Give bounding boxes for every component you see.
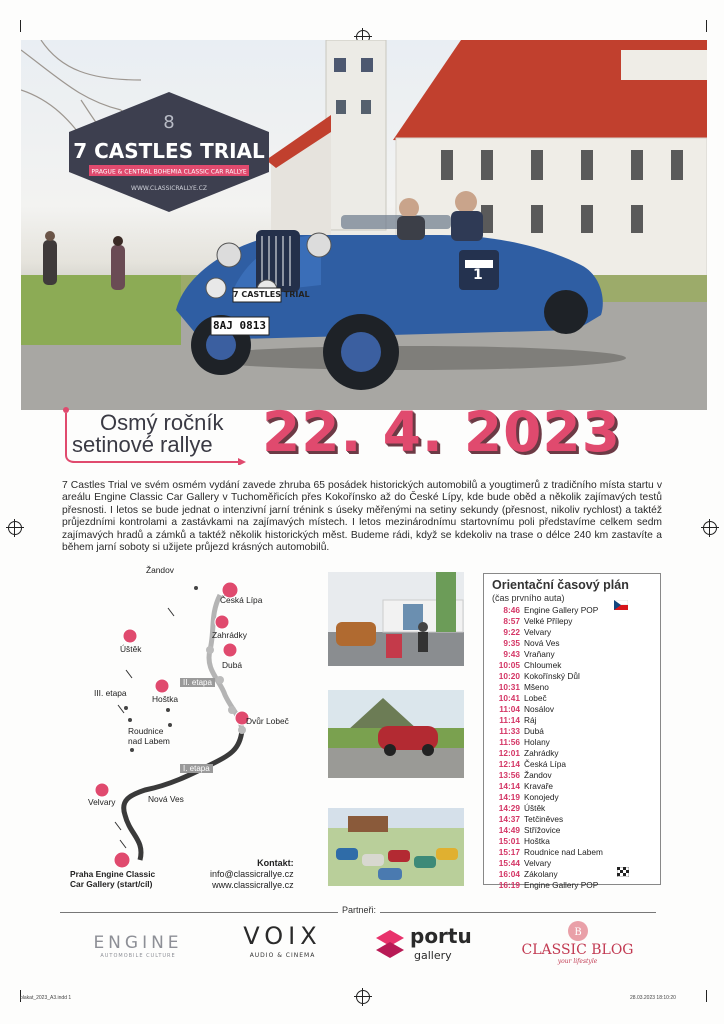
schedule-place: Hoštka xyxy=(524,836,550,846)
rally-logo xyxy=(69,92,269,212)
schedule-time: 13:56 xyxy=(498,770,520,780)
schedule-place: Velké Přílepy xyxy=(524,616,573,626)
schedule-time: 10:41 xyxy=(498,693,520,703)
route-lines xyxy=(60,560,310,895)
schedule-place: Česká Lípa xyxy=(524,759,566,769)
partner-classicblog-logo xyxy=(520,920,635,970)
schedule-place: Ráj xyxy=(524,715,537,725)
schedule-row xyxy=(490,880,598,892)
contact-email[interactable]: info@classicrallye.cz xyxy=(210,869,294,879)
map-stage-2: II. etapa xyxy=(180,678,215,687)
event-date: 22. 4. 2023 xyxy=(262,400,621,464)
map-label-praha-2: Car Gallery (start/cíl) xyxy=(70,879,153,889)
license-plate: 8AJ 0813 xyxy=(213,319,266,332)
schedule-time: 11:33 xyxy=(499,726,520,736)
schedule-time: 9:35 xyxy=(503,638,520,648)
map-label-etapa3: III. etapa xyxy=(94,688,127,698)
schedule-time: 14:14 xyxy=(498,781,520,791)
map-label-roudnice: Roudnice xyxy=(128,726,164,736)
schedule-place: Nová Ves xyxy=(524,638,560,648)
map-stage-1: I. etapa xyxy=(180,764,213,773)
map-label-dvur-lobec: Dvůr Lobeč xyxy=(246,716,289,726)
schedule-place: Chloumek xyxy=(524,660,562,670)
partner-portu-logo xyxy=(374,924,474,968)
map-label-hostka: Hoštka xyxy=(152,694,179,704)
voix-sub: AUDIO & CINEMA xyxy=(249,952,316,959)
schedule-time: 11:56 xyxy=(499,737,520,747)
photo-start-gallery xyxy=(328,572,464,666)
checkered-flag-icon xyxy=(617,867,629,877)
schedule-time: 15:17 xyxy=(498,847,520,857)
schedule-place: Engine Gallery POP xyxy=(524,880,599,890)
portu-name: portu xyxy=(410,924,472,948)
crop-mark xyxy=(20,20,21,32)
schedule-place: Roudnice nad Labem xyxy=(524,847,603,857)
schedule-place: Zákolany xyxy=(524,869,558,879)
schedule-place: Střížovice xyxy=(524,825,561,835)
schedule-time: 16:19 xyxy=(498,880,520,890)
map-label-ceska-lipa: Česká Lípa xyxy=(220,595,263,605)
route-map xyxy=(60,560,310,895)
schedule-time: 15:01 xyxy=(498,836,520,846)
schedule-time: 16:04 xyxy=(498,869,520,879)
registration-mark-right xyxy=(703,521,717,535)
schedule-time: 15:44 xyxy=(498,858,520,868)
logo-number: 8 xyxy=(163,112,175,133)
schedule-place: Tetčiněves xyxy=(524,814,564,824)
portu-sub: gallery xyxy=(414,949,452,962)
photo-porsche-hill xyxy=(328,690,464,778)
schedule-time: 8:57 xyxy=(503,616,520,626)
registration-mark-left xyxy=(8,521,22,535)
map-label-nova-ves: Nová Ves xyxy=(148,794,184,804)
intro-text: 7 Castles Trial ve svém osmém vydání zavede zhruba 65 posádek historických automobilů a yougtimerů z tradičního místa startu v areálu Engine Classic Car Gallery v Tuchoměřicích přes Kokořínsko až do České Lípy, kde bude oběd a několik zajímavých testů přesnosti. I letos se bude jednat o intenzivní jarní trénink s úseky měřenými na setiny sekundy (přesnost, nikoliv rychlost) a taktéž průjezdními kontrolami a zastávkami na zajímavých místech. I letos mezinárodnímu startovnímu poli představíme celkem sedm zajímavých hradů a zámků a taktéž několik historických měst. Budeme rádi, když se kdekoliv na trase o délce 240 km zastavíte a během jarní soboty si užijete průjezd krásných automobilů. xyxy=(62,480,662,554)
schedule-time: 10:31 xyxy=(498,682,520,692)
schedule-time: 9:22 xyxy=(503,627,520,637)
headline-line2: setinové rallye xyxy=(72,432,213,457)
partner-engine-logo xyxy=(82,925,194,965)
map-label-velvary: Velvary xyxy=(88,797,116,807)
schedule-title: Orientační časový plán xyxy=(492,578,629,592)
schedule-place: Žandov xyxy=(524,770,552,780)
schedule-place: Dubá xyxy=(524,726,544,736)
schedule-place: Zahrádky xyxy=(524,748,559,758)
schedule-place: Velvary xyxy=(524,858,552,868)
classicblog-name: CLASSIC BLOG xyxy=(521,942,634,958)
photo-car-lineup xyxy=(328,808,464,886)
portu-mark-icon xyxy=(374,928,406,960)
schedule-place: Nosálov xyxy=(524,704,554,714)
contact-web[interactable]: www.classicrallye.cz xyxy=(212,880,294,890)
schedule-place: Kravaře xyxy=(524,781,554,791)
schedule-time: 12:01 xyxy=(498,748,520,758)
start-number: 1 xyxy=(473,267,483,283)
engine-sub: AUTOMOBILE CULTURE xyxy=(100,953,176,959)
car-sign: 7 CASTLES TRIAL xyxy=(233,290,310,299)
schedule-time: 14:37 xyxy=(498,814,520,824)
schedule-place: Kokořínský Důl xyxy=(524,671,580,681)
contact-block xyxy=(210,858,294,891)
schedule-time: 11:14 xyxy=(499,715,520,725)
crop-mark xyxy=(706,990,707,1002)
partners-label: Partneři: xyxy=(338,905,380,915)
schedule-time: 14:29 xyxy=(498,803,520,813)
logo-url: WWW.CLASSICRALLYE.CZ xyxy=(131,185,207,192)
contact-label: Kontakt: xyxy=(257,858,294,868)
schedule-subtitle: (čas prvního auta) xyxy=(492,593,565,603)
schedule-place: Lobeč xyxy=(524,693,547,703)
registration-mark-bottom xyxy=(356,990,370,1004)
map-label-praha: Praha Engine Classic xyxy=(70,869,156,879)
print-timestamp: 28.03.2023 18:10:20 xyxy=(630,995,676,1001)
schedule-place: Holany xyxy=(524,737,550,747)
partner-voix-logo xyxy=(235,922,330,967)
engine-name: ENGINE xyxy=(93,933,183,953)
schedule-time: 10:20 xyxy=(498,671,520,681)
map-label-roudnice-2: nad Labem xyxy=(128,736,170,746)
schedule-place: Konojedy xyxy=(524,792,559,802)
czech-flag-icon xyxy=(614,600,628,610)
schedule-time: 8:46 xyxy=(503,605,520,615)
map-label-ustek: Úštěk xyxy=(120,644,142,654)
map-label-zahradky: Zahrádky xyxy=(212,630,247,640)
schedule-panel xyxy=(483,573,661,890)
logo-title: 7 CASTLES TRIAL xyxy=(73,139,265,163)
print-file-name: plakat_2023_A3.indd 1 xyxy=(20,995,72,1001)
schedule-time: 12:14 xyxy=(498,759,520,769)
schedule-time: 10:05 xyxy=(498,660,520,670)
schedule-place: Engine Gallery POP xyxy=(524,605,599,615)
schedule-place: Vraňany xyxy=(524,649,555,659)
svg-text:B: B xyxy=(573,927,582,938)
schedule-time: 9:43 xyxy=(503,649,520,659)
classicblog-mark-icon xyxy=(567,920,589,942)
crop-mark xyxy=(706,20,707,32)
schedule-time: 14:49 xyxy=(498,825,520,835)
classicblog-sub: your lifestyle xyxy=(557,958,598,965)
logo-tagline: PRAGUE & CENTRAL BOHEMIA CLASSIC CAR RALLYE xyxy=(91,168,247,176)
headline-line1: Osmý ročník xyxy=(100,410,224,435)
schedule-place: Úštěk xyxy=(524,803,546,813)
schedule-time: 11:04 xyxy=(499,704,520,714)
hero-photo xyxy=(21,40,707,410)
schedule-place: Velvary xyxy=(524,627,552,637)
schedule-place: Mšeno xyxy=(524,682,549,692)
map-label-duba: Dubá xyxy=(222,660,243,670)
schedule-time: 14:19 xyxy=(498,792,520,802)
voix-name: VOIX xyxy=(243,922,322,950)
map-label-zandov: Žandov xyxy=(146,565,174,575)
